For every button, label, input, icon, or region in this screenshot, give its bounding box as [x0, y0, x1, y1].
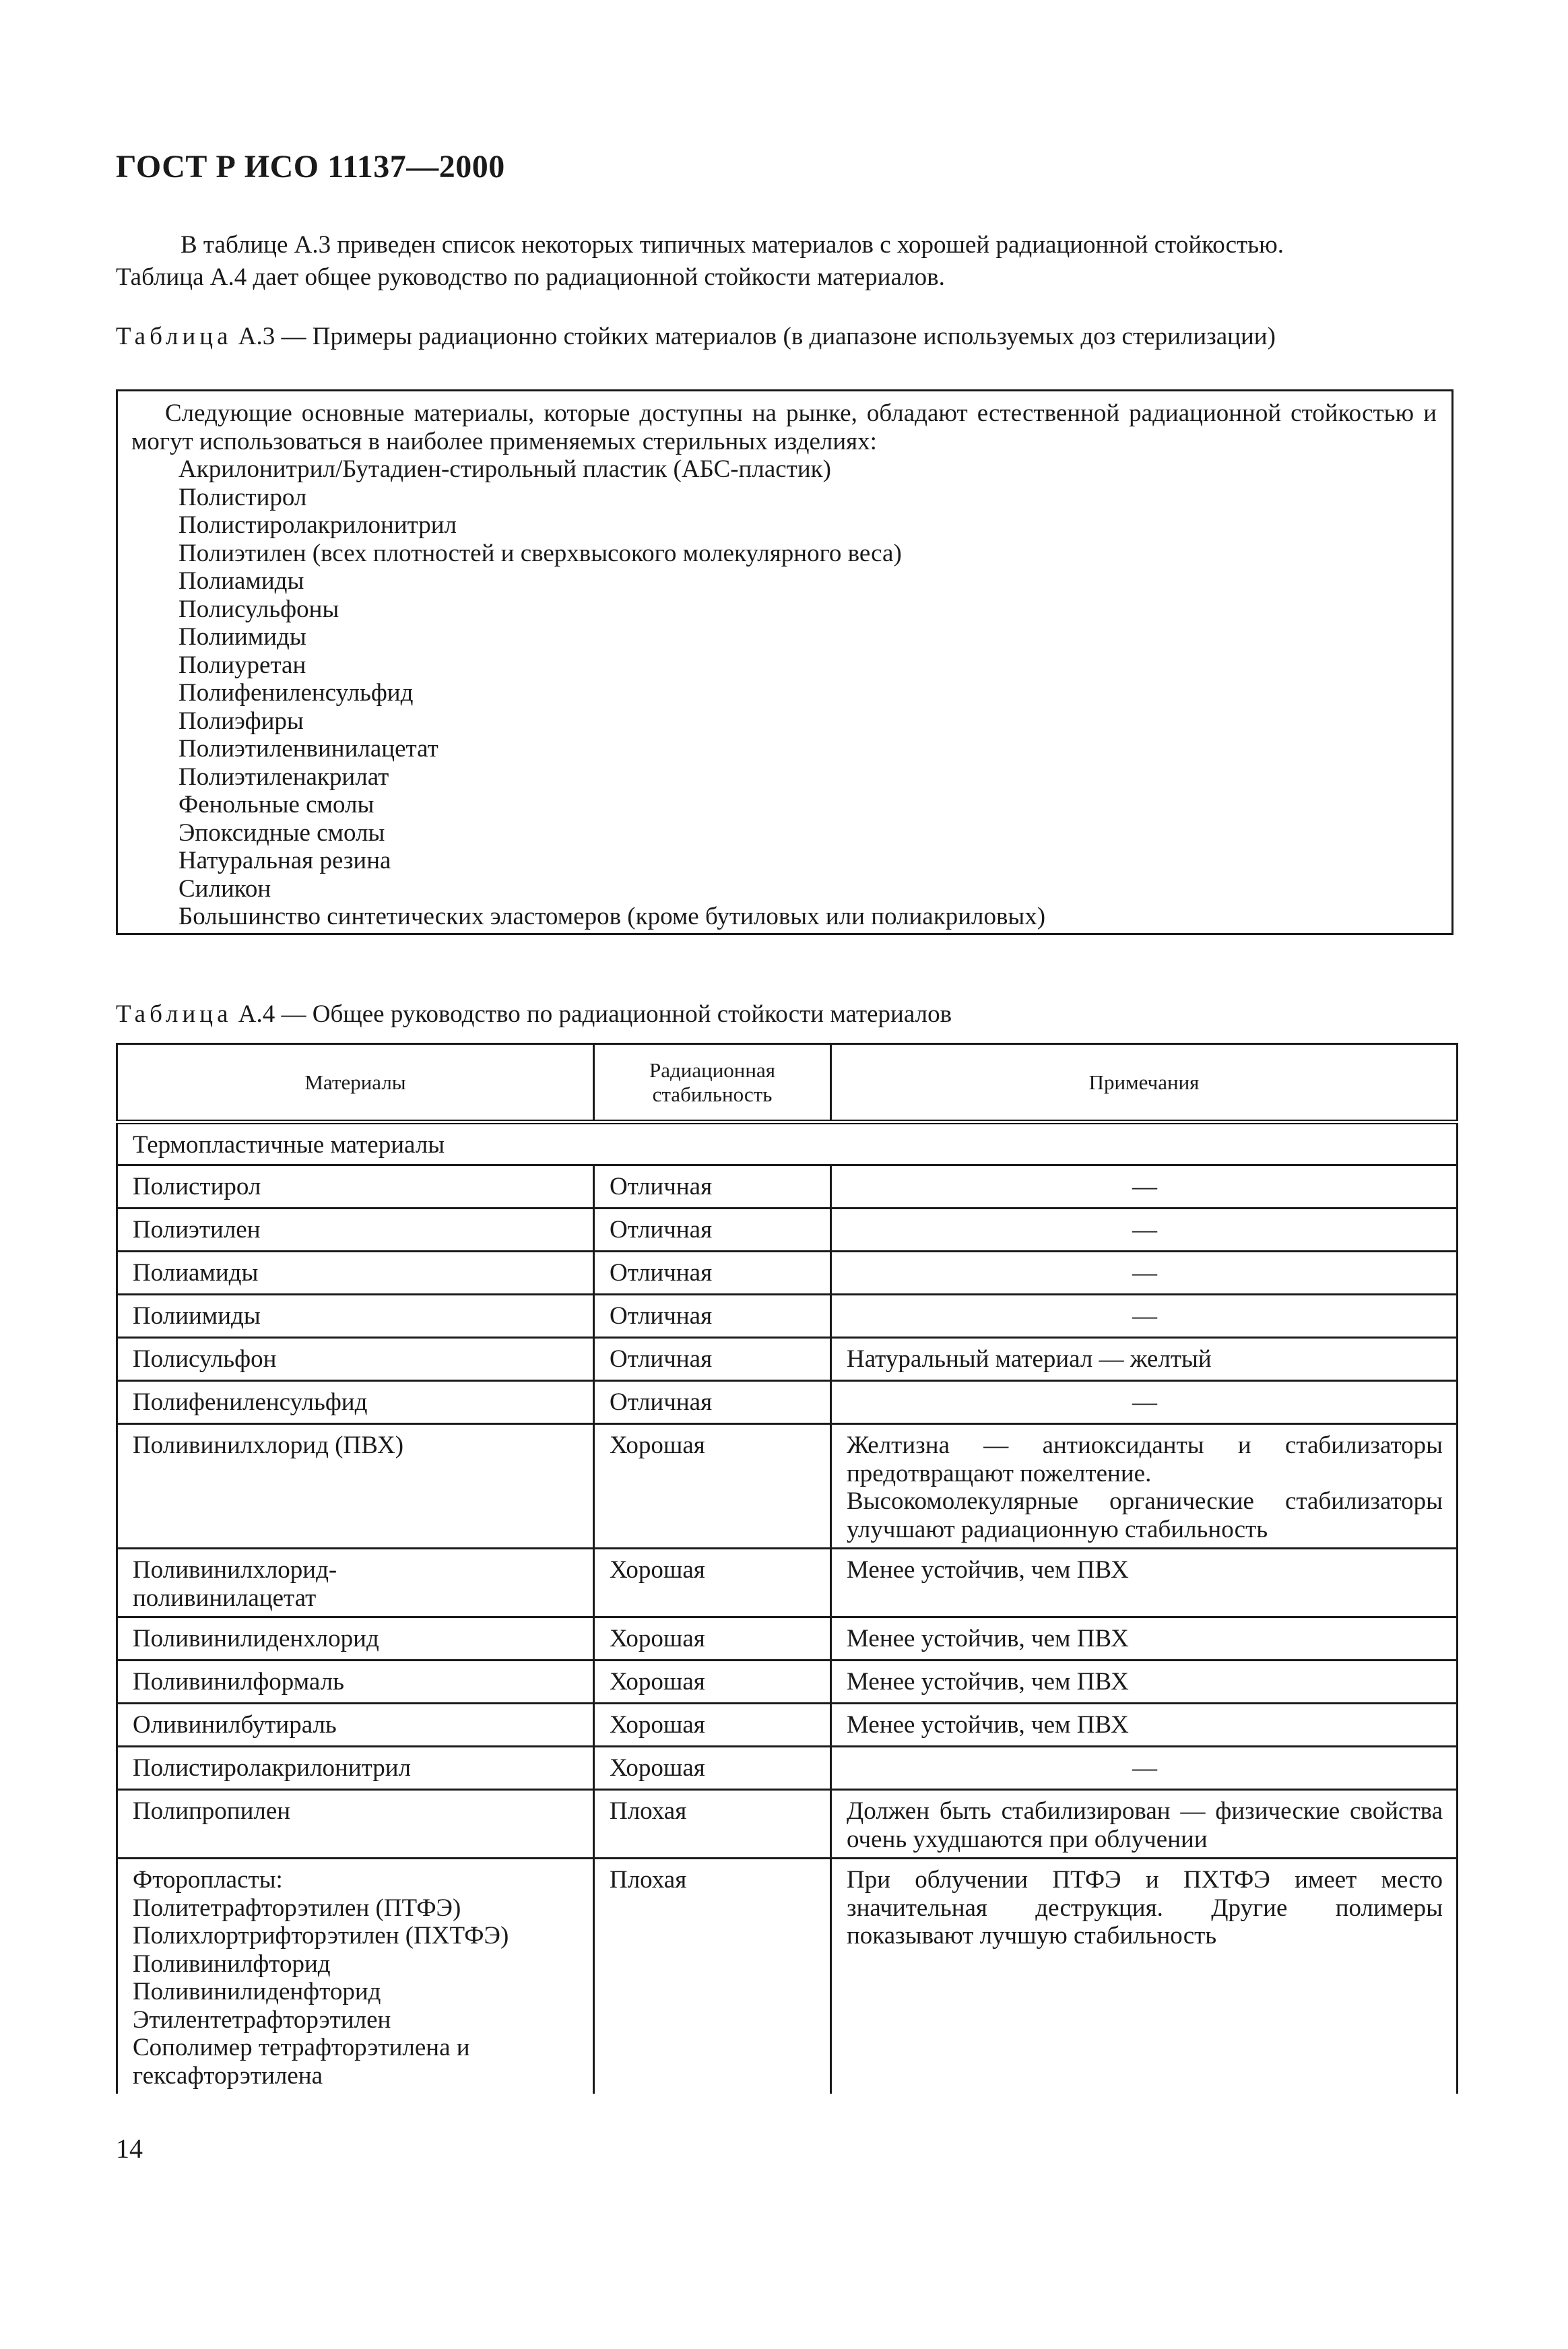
cell-stability: Отличная: [594, 1381, 831, 1424]
cell-note: —: [831, 1747, 1458, 1790]
cell-material: Полиимиды: [117, 1295, 594, 1338]
cell-note: Натуральный материал — желтый: [831, 1338, 1458, 1381]
cell-stability: Хорошая: [594, 1549, 831, 1617]
cell-material: Фторопласты: Политетрафторэтилен (ПТФЭ) Полихлортрифторэтилен (ПХТФЭ) Поливинилфторид Поливинилиденфторид Этилентетрафторэтилен Сополимер тетрафторэтилена и гексафторэтилена: [117, 1859, 594, 2094]
table-row: [117, 1295, 1458, 1338]
table-row: [117, 1338, 1458, 1381]
cell-material: Полиэтилен: [117, 1209, 594, 1252]
cell-material: Поливинилиденхлорид: [117, 1617, 594, 1661]
cell-stability: Отличная: [594, 1165, 831, 1209]
material-list-item: Полиуретан: [178, 651, 306, 679]
table-row: [117, 1209, 1458, 1252]
section-label: Термопластичные материалы: [117, 1122, 1458, 1165]
cell-stability: Хорошая: [594, 1424, 831, 1549]
cell-stability: Хорошая: [594, 1617, 831, 1661]
cell-note: —: [831, 1209, 1458, 1252]
material-list-item: Полиэфиры: [178, 707, 304, 735]
material-list-item: Силикон: [178, 874, 271, 903]
material-list-item: Натуральная резина: [178, 847, 391, 874]
intro-line-2: Таблица А.4 дает общее руководство по радиационной стойкости материалов.: [116, 263, 945, 291]
table-row: [117, 1661, 1458, 1704]
cell-note: —: [831, 1252, 1458, 1295]
table-row: [117, 1859, 1458, 2094]
material-list-item: Эпоксидные смолы: [178, 818, 385, 847]
table-row: [117, 1704, 1458, 1747]
table-row: [117, 1165, 1458, 1209]
cell-material: Полисульфон: [117, 1338, 594, 1381]
material-list-item: Полифениленсульфид: [178, 679, 414, 707]
cell-stability: Плохая: [594, 1790, 831, 1859]
table-row: [117, 1252, 1458, 1295]
material-list-item: Полиамиды: [178, 567, 304, 595]
table-a3-material-list: [131, 455, 1437, 931]
material-list-item: Большинство синтетических эластомеров (кроме бутиловых или полиакриловых): [178, 903, 1046, 930]
cell-stability: Отличная: [594, 1209, 831, 1252]
cell-note: Менее устойчив, чем ПВХ: [831, 1549, 1458, 1617]
material-list-item: Полистирол: [178, 483, 307, 511]
table-row: [117, 1424, 1458, 1549]
cell-material: Полистиролакрилонитрил: [117, 1747, 594, 1790]
material-list-item: Фенольные смолы: [178, 791, 374, 818]
cell-note: Менее устойчив, чем ПВХ: [831, 1617, 1458, 1661]
cell-note: Менее устойчив, чем ПВХ: [831, 1661, 1458, 1704]
cell-material: Полипропилен: [117, 1790, 594, 1859]
cell-material: Поливинилформаль: [117, 1661, 594, 1704]
cell-stability: Хорошая: [594, 1747, 831, 1790]
table-row: [117, 1381, 1458, 1424]
table-a3-caption: [116, 322, 1456, 352]
table-a3-box: [116, 389, 1453, 935]
column-header-notes: Примечания: [831, 1044, 1458, 1122]
cell-stability: Плохая: [594, 1859, 831, 2094]
cell-stability: Хорошая: [594, 1661, 831, 1704]
cell-stability: Отличная: [594, 1252, 831, 1295]
table-a4: [116, 1043, 1458, 2094]
table-a3-lead: Следующие основные материалы, которые доступны на рынке, обладают естественной радиационной стойкостью и могут использоваться в наиболее применяемых стерильных изделиях:: [131, 399, 1437, 455]
table-row: [117, 1747, 1458, 1790]
cell-note: —: [831, 1165, 1458, 1209]
table-a3-caption-word: Таблица: [116, 323, 232, 350]
cell-material: Полифениленсульфид: [117, 1381, 594, 1424]
table-row: [117, 1549, 1458, 1617]
cell-material: Поливинилхлорид- поливинилацетат: [117, 1549, 594, 1617]
cell-note: —: [831, 1381, 1458, 1424]
column-header-stability: Радиационная стабильность: [594, 1044, 831, 1122]
document-header: ГОСТ Р ИСО 11137—2000: [116, 149, 505, 185]
table-a4-caption-word: Таблица: [116, 1000, 232, 1028]
table-a4-header-row: [117, 1044, 1458, 1122]
table-a3-caption-text: А.3 — Примеры радиационно стойких материалов (в диапазоне используемых доз стерилизации): [232, 323, 1276, 350]
material-list-item: Акрилонитрил/Бутадиен-стирольный пластик (АБС-пластик): [178, 455, 831, 483]
cell-note: При облучении ПТФЭ и ПХТФЭ имеет место значительная деструкция. Другие полимеры показывают лучшую стабильность: [831, 1859, 1458, 2094]
cell-material: Полистирол: [117, 1165, 594, 1209]
cell-material: Полиамиды: [117, 1252, 594, 1295]
cell-material: Оливинилбутираль: [117, 1704, 594, 1747]
table-a4-body: [117, 1122, 1458, 2094]
intro-line-1: В таблице А.3 приведен список некоторых типичных материалов с хорошей радиационной стойкостью.: [181, 231, 1284, 259]
material-list-item: Полистиролакрилонитрил: [178, 511, 457, 539]
cell-stability: Отличная: [594, 1295, 831, 1338]
page-number: 14: [116, 2133, 143, 2164]
cell-material: Поливинилхлорид (ПВХ): [117, 1424, 594, 1549]
intro-paragraph: [116, 229, 1456, 294]
table-row: [117, 1790, 1458, 1859]
cell-note: —: [831, 1295, 1458, 1338]
material-list-item: Полиимиды: [178, 623, 306, 651]
table-a4-caption: [116, 1000, 1456, 1029]
table-a4-section-row: [117, 1122, 1458, 1165]
table-a4-caption-text: А.4 — Общее руководство по радиационной стойкости материалов: [232, 1000, 952, 1028]
cell-note: Менее устойчив, чем ПВХ: [831, 1704, 1458, 1747]
cell-note: Желтизна — антиоксиданты и стабилизаторы предотвращают пожелтение. Высокомолекулярные органические стабилизаторы улучшают радиационную стабильность: [831, 1424, 1458, 1549]
cell-stability: Хорошая: [594, 1704, 831, 1747]
material-list-item: Полиэтилен (всех плотностей и сверхвысокого молекулярного веса): [178, 539, 902, 567]
material-list-item: Полисульфоны: [178, 595, 339, 623]
material-list-item: Полиэтиленвинилацетат: [178, 735, 438, 763]
cell-stability: Отличная: [594, 1338, 831, 1381]
table-row: [117, 1617, 1458, 1661]
cell-note: Должен быть стабилизирован — физические свойства очень ухудшаются при облучении: [831, 1790, 1458, 1859]
column-header-materials: Материалы: [117, 1044, 594, 1122]
material-list-item: Полиэтиленакрилат: [178, 763, 389, 791]
